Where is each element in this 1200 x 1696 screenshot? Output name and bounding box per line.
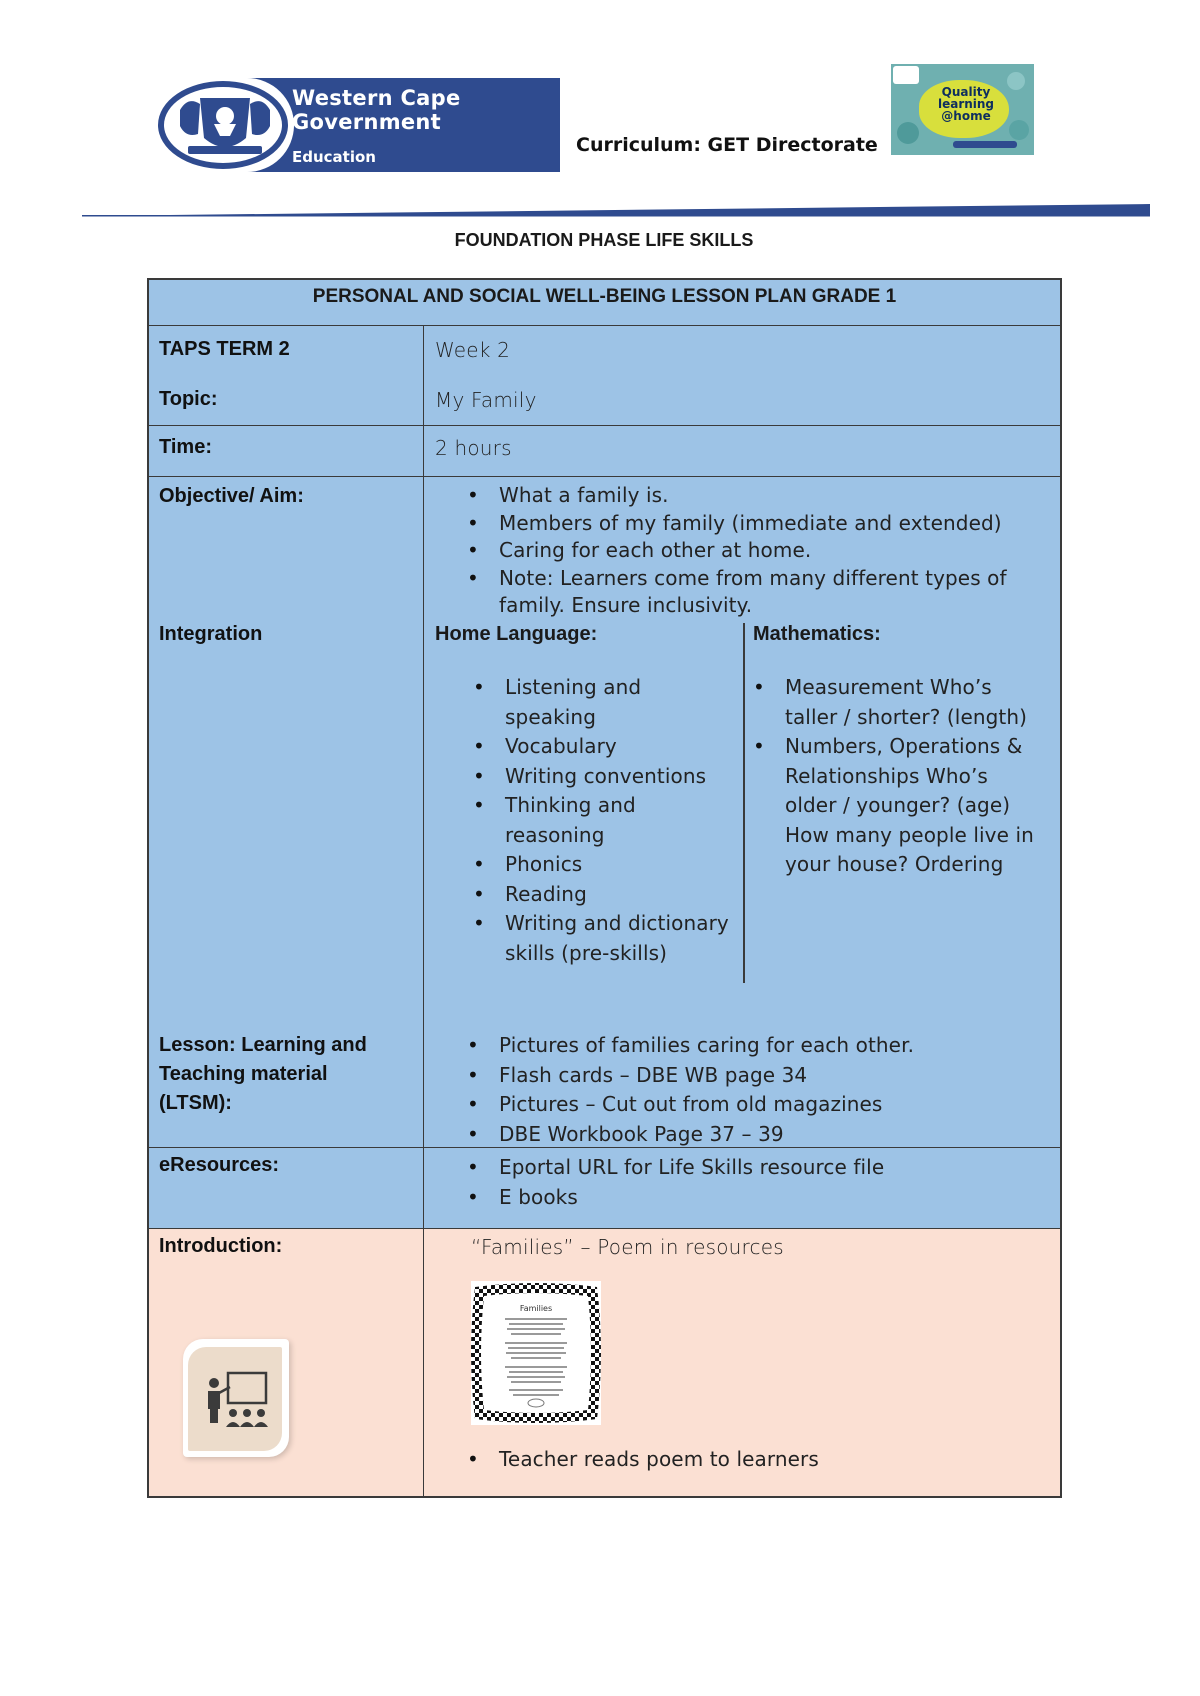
list-item: • Pictures – Cut out from old magazines [463, 1090, 1053, 1120]
list-item: • Listening and speaking [469, 673, 731, 732]
eresources-label: eResources: [159, 1154, 280, 1176]
ql-line-quality: Quality [941, 85, 991, 99]
list-item: • Phonics [469, 850, 731, 880]
wcg-logo [156, 78, 560, 172]
integration-label: Integration [159, 623, 263, 645]
introduction-text: “Families” – Poem in resources [471, 1235, 784, 1259]
list-item: • Writing and dictionary skills (pre-skills) [469, 909, 731, 968]
list-item: • Caring for each other at home. [463, 537, 1053, 565]
list-item: • Thinking and reasoning [469, 791, 731, 850]
table-heading: PERSONAL AND SOCIAL WELL-BEING LESSON PLAN GRADE 1 [312, 286, 897, 307]
list-item: • Members of my family (immediate and extended) [463, 510, 1053, 538]
term-value: Week 2 [435, 338, 511, 362]
ql-line-learning: learning [937, 97, 995, 111]
list-item: • Vocabulary [469, 732, 731, 762]
table-heading-row [149, 280, 1060, 326]
list-item: • E books [463, 1183, 1053, 1213]
list-item: • Flash cards – DBE WB page 34 [463, 1061, 1053, 1091]
ltsm-label [159, 1031, 367, 1118]
home-language-list [469, 673, 731, 968]
list-item: • Reading [469, 880, 731, 910]
ltsm-label-line-1: Lesson: Learning and [159, 1034, 367, 1056]
topic-value: My Family [435, 388, 537, 412]
poem-title: Families [519, 1304, 553, 1313]
objective-integration-row [149, 477, 1060, 1148]
logo-line-education: Education [292, 148, 376, 166]
ltsm-label-line-3: (LTSM): [159, 1092, 232, 1114]
term-label: TAPS TERM 2 [159, 338, 290, 360]
curriculum-label: Curriculum: GET Directorate [576, 134, 878, 156]
time-label: Time: [159, 436, 212, 458]
list-item: • Teacher reads poem to learners [463, 1445, 1053, 1475]
ltsm-list [463, 1031, 1053, 1149]
coat-of-arms-icon [170, 90, 280, 160]
list-item: • DBE Workbook Page 37 – 39 [463, 1120, 1053, 1150]
time-row [149, 426, 1060, 477]
term-topic-row [149, 326, 1060, 426]
introduction-list [463, 1445, 1053, 1475]
lesson-plan-table [147, 278, 1062, 1498]
eresources-row [149, 1148, 1060, 1229]
list-item: • Eportal URL for Life Skills resource file [463, 1153, 1053, 1183]
list-item: • Note: Learners come from many different types of family. Ensure inclusivity. [463, 565, 1053, 620]
objective-label: Objective/ Aim: [159, 485, 304, 507]
logo-line-western-cape: Western Cape [292, 86, 461, 110]
home-language-heading: Home Language: [435, 623, 598, 645]
mathematics-list [749, 673, 1045, 880]
time-value: 2 hours [435, 436, 512, 460]
quality-learning-badge [891, 64, 1034, 155]
topic-label: Topic: [159, 388, 218, 410]
introduction-label: Introduction: [159, 1235, 283, 1257]
teacher-at-board-icon [183, 1339, 289, 1457]
header-rule [82, 202, 1150, 218]
ltsm-label-line-2: Teaching material [159, 1063, 328, 1085]
introduction-row [149, 1229, 1060, 1496]
logo-line-government: Government [292, 110, 442, 134]
ql-line-home: @home [941, 109, 991, 123]
list-item: • Measurement Who’s taller / shorter? (length) [749, 673, 1045, 732]
list-item: • Writing conventions [469, 762, 731, 792]
list-item: • Pictures of families caring for each other. [463, 1031, 1053, 1061]
list-item: • Numbers, Operations & Relationships Who’s older / younger? (age) How many people live in your house? Ordering [749, 732, 1045, 880]
objectives-list [463, 482, 1053, 620]
page-title: FOUNDATION PHASE LIFE SKILLS [454, 230, 754, 250]
list-item: • What a family is. [463, 482, 1053, 510]
families-poem-thumbnail [471, 1281, 601, 1425]
integration-divider [743, 623, 745, 983]
eresources-list [463, 1153, 1053, 1212]
mathematics-heading: Mathematics: [753, 623, 881, 645]
